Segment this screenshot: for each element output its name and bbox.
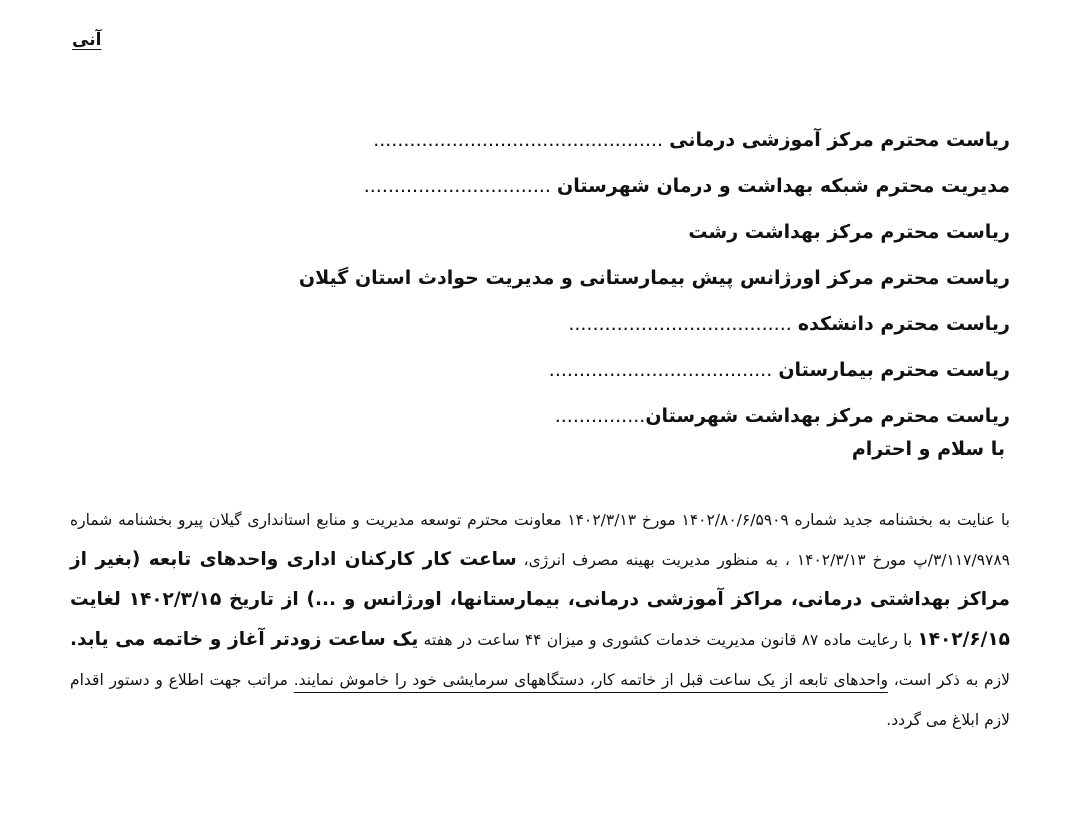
greeting: با سلام و احترام [851,438,1005,460]
recipient-title: ریاست محترم مرکز بهداشت شهرستان [645,405,1010,427]
recipient-title: مدیریت محترم شبکه بهداشت و درمان شهرستان [556,175,1010,197]
recipient-line [310,212,1010,258]
body-underlined-cooling-instruction: واحدهای تابعه از یک ساعت قبل از خاتمه کار، دستگاههای سرمایشی خود را خاموش نمایند. [293,671,888,689]
recipient-line [310,396,1010,442]
recipient-title: ریاست محترم مرکز بهداشت رشت [688,221,1010,243]
recipients-list [298,120,1010,442]
recipient-dots: ..................................... [568,313,798,335]
recipient-title: ریاست محترم بیمارستان [778,359,1010,381]
recipient-dots: ............................... [363,175,557,197]
recipient-line [310,350,1010,396]
recipient-line [310,120,1010,166]
recipient-line [310,166,1010,212]
body-note-text: لازم به ذکر است، [887,671,1010,689]
recipient-line [298,258,1010,304]
recipient-dots: ..................................... [548,359,779,381]
body-closing-text: مراتب جهت اطلاع و دستور اقدام لازم ابلاغ می گردد. [70,671,1010,729]
recipient-title: ریاست محترم مرکز آموزشی درمانی [669,129,1010,151]
letter-body [70,500,1010,740]
recipient-line [310,304,1010,350]
recipient-title: ریاست محترم دانشکده [797,313,1010,335]
recipient-dots: ............... [554,405,646,427]
recipient-title: ریاست محترم مرکز اورژانس پیش بیمارستانی و مدیریت حوادث استان گیلان [298,267,1010,289]
recipient-dots: ................................................ [373,129,670,151]
body-law-text: با رعایت ماده ۸۷ قانون مدیریت خدمات کشوری و میزان ۴۴ ساعت در هفته [418,631,918,649]
body-bold-one-hour-earlier: یک ساعت زودتر آغاز و خاتمه می یابد. [70,629,419,650]
body-bold-working-hours: ساعت کار کارکنان اداری واحدهای تابعه (بغیر از مراکز بهداشتی درمانی، مراکز آموزشی درمانی، بیمارستانها، اورژانس و ...) از تاریخ ۱۴۰۲/۳/۱۵ لغایت ۱۴۰۲/۶/۱۵ [70,549,1010,650]
urgency-label: آنی [72,30,102,50]
body-intro-text: با عنایت به بخشنامه جدید شماره ۱۴۰۲/۸۰/۶/۵۹۰۹ مورخ ۱۴۰۲/۳/۱۳ معاونت محترم توسعه مدیریت و منابع استانداری گیلان پیرو بخشنامه شماره ۳/۱۱۷/۹۷۸۹/پ مورخ ۱۴۰۲/۳/۱۳ ، به منظور مدیریت بهینه مصرف انرژی، [70,511,1010,569]
